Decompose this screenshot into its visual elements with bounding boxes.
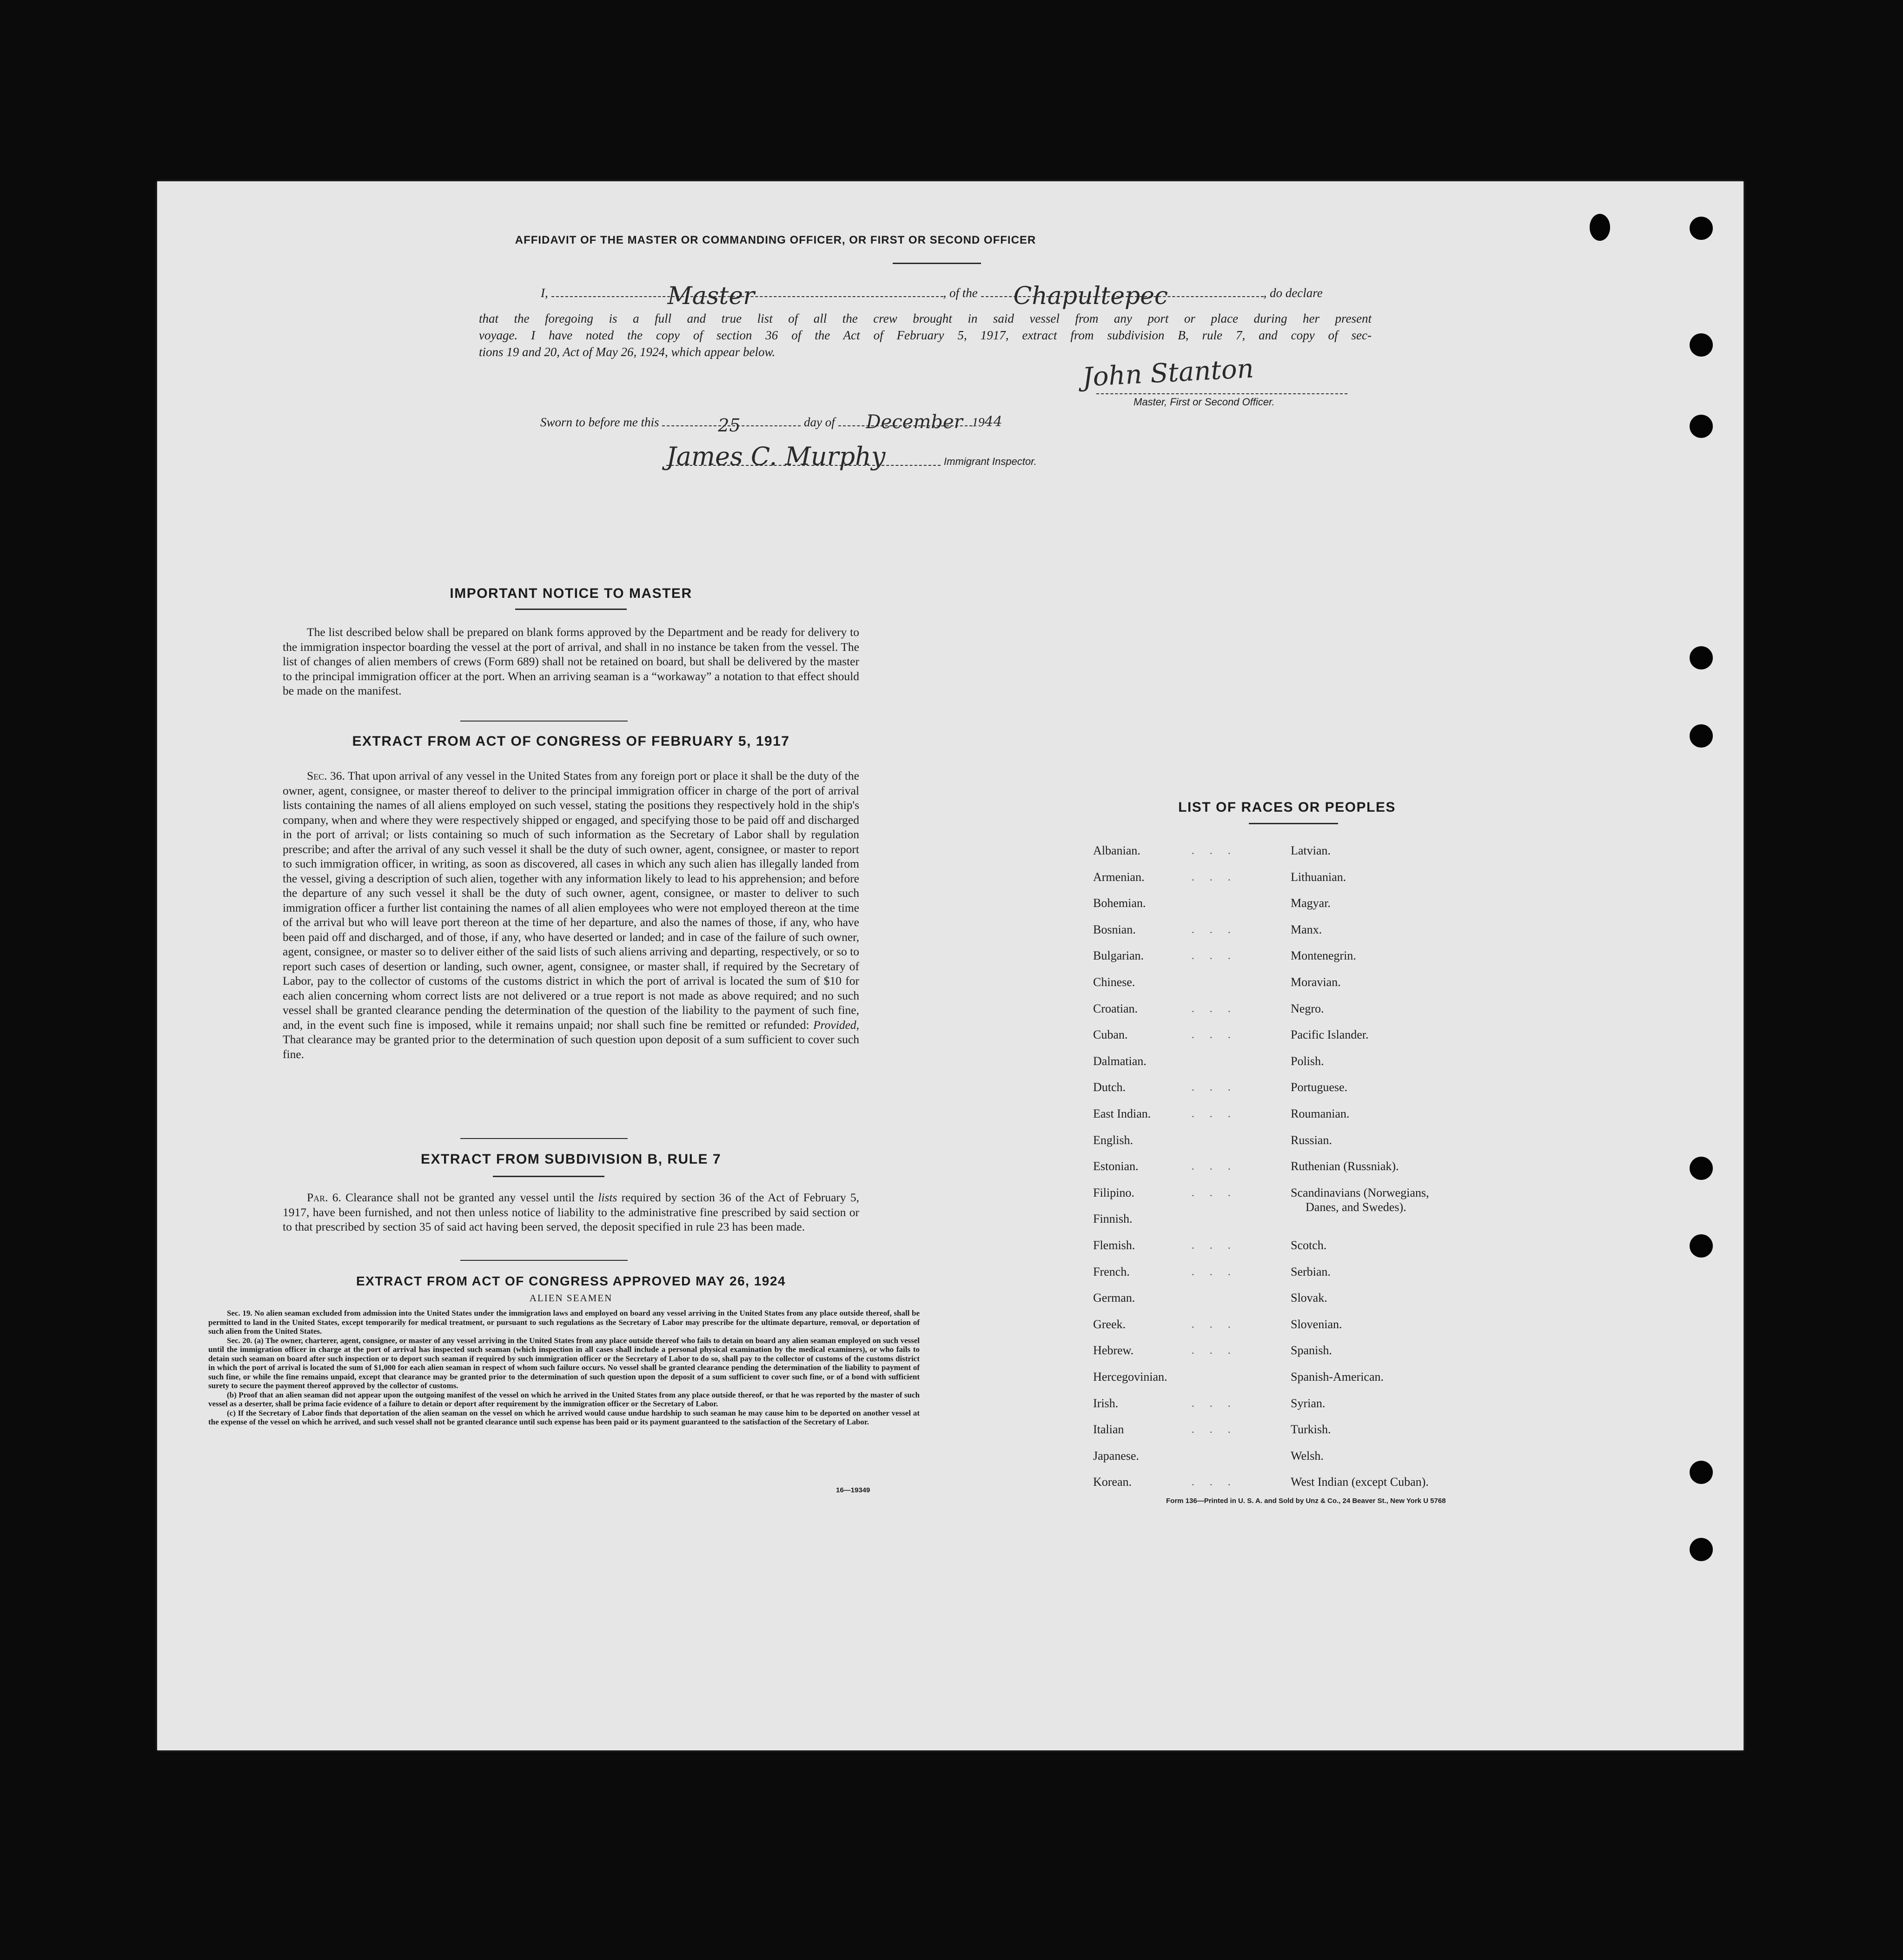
year-prefix: 19 xyxy=(972,415,985,429)
race-item: German. xyxy=(1093,1291,1135,1305)
punch-hole xyxy=(1690,646,1713,669)
leader-dots: . . . xyxy=(1192,1186,1237,1199)
race-item: Finnish. xyxy=(1093,1212,1133,1226)
race-item: Dalmatian. xyxy=(1093,1054,1147,1068)
race-item: Spanish. xyxy=(1291,1344,1332,1357)
race-item: Spanish-American. xyxy=(1291,1370,1384,1384)
race-item: Chinese. xyxy=(1093,975,1135,989)
leader-dots: . . . xyxy=(1192,1265,1237,1278)
affidavit-declaration-line xyxy=(541,282,1323,310)
leader-dots: . . . xyxy=(1192,1476,1237,1488)
race-item: French. xyxy=(1093,1265,1130,1278)
leader-dots: . . . xyxy=(1192,1344,1237,1357)
master-signature: John Stanton xyxy=(1081,353,1255,393)
punch-hole xyxy=(1690,724,1713,748)
punch-hole xyxy=(1590,214,1610,241)
race-item: Flemish. xyxy=(1093,1238,1135,1252)
leader-dots: . . . xyxy=(1192,1239,1237,1251)
race-item: Slovenian. xyxy=(1291,1317,1342,1331)
race-item: Italian xyxy=(1093,1423,1124,1437)
leader-dots: . . . xyxy=(1192,1081,1237,1093)
leader-dots: . . . xyxy=(1192,950,1237,962)
vessel-name-field xyxy=(981,282,1264,310)
punch-hole xyxy=(1690,217,1713,240)
of-the-label: , of the xyxy=(943,286,978,300)
lists-word: lists xyxy=(598,1191,617,1204)
race-item: Scandinavians (Norwegians, xyxy=(1291,1185,1429,1199)
race-item: Lithuanian. xyxy=(1291,870,1346,884)
race-item: Moravian. xyxy=(1291,975,1341,989)
race-item: Roumanian. xyxy=(1291,1107,1350,1120)
race-item: Croatian. xyxy=(1093,1001,1138,1015)
race-item: East Indian. xyxy=(1093,1107,1151,1120)
race-item: Greek. xyxy=(1093,1317,1126,1331)
sworn-day-field xyxy=(662,415,801,436)
sworn-day-handwritten: 25 xyxy=(718,415,741,436)
sworn-month-handwritten: December xyxy=(866,411,963,433)
notice-rule xyxy=(460,721,628,722)
rule-7-text-b: required by section 36 of the Act of February 5, 1917, have been furnished, and not then unless notice of liability to the administrative fine prescribed by said section or to that prescribed by section 35 of said act having been served, the deposit specified in rule 23 has been made. xyxy=(283,1191,860,1233)
i-label: I, xyxy=(541,286,548,300)
race-item: Portuguese. xyxy=(1291,1080,1348,1094)
race-item: Slovak. xyxy=(1291,1291,1327,1305)
rule-7-text xyxy=(283,1190,859,1234)
inspector-caption: Immigrant Inspector. xyxy=(944,456,1037,467)
day-of-label: day of xyxy=(804,415,835,429)
inspector-signature: James C. Murphy xyxy=(666,442,886,471)
race-item: Montenegrin. xyxy=(1291,949,1356,963)
provided-word: Provided, xyxy=(813,1018,860,1032)
race-item: Magyar. xyxy=(1291,896,1331,910)
sec-20a-text: Sec. 20. (a) The owner, charterer, agent, consignee, or master of any vessel arriving in the United States from any place outside thereof who fails to detain on board any alien seaman employed on such vessel until the immigration officer in charge at the port of arrival has inspected such seaman (which inspection in all cases shall include a personal physical examination by the medical examiners), or who fails to detain such seaman on board after such inspection or to deport such seaman if required by such immigration officer or the Secretary of Labor to do so, shall pay to the collector of customs of the customs district in which the port of arrival is located the sum of $1,000 for each alien seaman in respect of whom such failure occurs. No vessel shall be granted clearance pending the determination of the liability to payment of such fine, or while the fine remains unpaid, except that clearance may be granted prior to the determination of such question upon the deposit of a sum sufficient to cover such fine, or of a bond with sufficient surety to secure the payment thereof approved by the collector of customs. xyxy=(208,1336,920,1390)
officer-rank-handwritten: Master xyxy=(667,282,755,310)
race-item: English. xyxy=(1093,1133,1133,1147)
document-sheet xyxy=(157,181,1744,1750)
race-item: Danes, and Swedes). xyxy=(1306,1200,1406,1214)
extract-1924-text xyxy=(208,1309,920,1427)
leader-dots: . . . xyxy=(1192,1318,1237,1330)
rule-7-title-rule xyxy=(493,1176,604,1177)
affidavit-body xyxy=(479,310,1372,360)
leader-dots: . . . xyxy=(1192,1397,1237,1409)
sec-36-body: That upon arrival of any vessel in the United States from any foreign port or place it shall be the duty of the owner, agent, consignee, or master thereof to deliver to the principal immigration officer in charge of the port of arrival lists containing the names of all aliens employed on such vessel, stating the positions they respectively hold in the ship's company, when and where they were respectively shipped or engaged, and specifying those to be paid off and discharged in the port of arrival; or lists containing so much of such information as the Secretary of Labor shall by regulation prescribe; and after the arrival of any such vessel it shall be the duty of such owner, agent, consignee, or master to report to such immigration officer, in writing, as soon as discovered, all cases in which any such alien has illegally landed from the vessel, giving a description of such alien, together with any information likely to lead to his apprehension; and before the departure of any such vessel it shall be the duty of such owner, agent, consignee, or master to deliver to such immigration officer a further list containing the names of all alien employees who were not employed thereon at the time of the arrival but who will leave port thereon at the time of her departure, and also the names of those, if any, who have been paid off and discharged, and of those, if any, who have deserted or landed; and in case of the failure of such owner, agent, consignee, or master so to deliver either of the said lists of such aliens arriving and departing, respectively, or so to report such cases of desertion or landing, such owner, agent, consignee, or master shall, if required by the Secretary of Labor, pay to the collector of customs of the customs district in which the port of arrival is located the sum of $10 for each alien concerning whom correct lists are not delivered or a true report is not made as above required; and no such vessel shall be granted clearance pending the determination of the question of the liability to the payment of such fine, and, in the event such fine is imposed, while it remains unpaid; nor shall such fine be remitted or refunded: xyxy=(283,769,859,1032)
race-item: Russian. xyxy=(1291,1133,1332,1147)
race-item: Armenian. xyxy=(1093,870,1145,884)
leader-dots: . . . xyxy=(1192,845,1237,856)
par-6-label: Par. 6. xyxy=(307,1191,341,1204)
notice-title: IMPORTANT NOTICE TO MASTER xyxy=(450,586,692,601)
leader-dots: . . . xyxy=(1192,1002,1237,1014)
punch-hole xyxy=(1690,415,1713,438)
rule-7-title: EXTRACT FROM SUBDIVISION B, RULE 7 xyxy=(420,1152,722,1167)
race-item: Irish. xyxy=(1093,1396,1119,1410)
race-item: Hercegovinian. xyxy=(1093,1370,1167,1384)
races-title-rule xyxy=(1249,823,1338,824)
sworn-line xyxy=(540,411,1002,436)
extract-1917-title: EXTRACT FROM ACT OF CONGRESS OF FEBRUARY 5, 1917 xyxy=(352,734,790,749)
leader-dots: . . . xyxy=(1192,1108,1237,1119)
race-item: Ruthenian (Russniak). xyxy=(1291,1159,1399,1173)
sec-20b-text: (b) Proof that an alien seaman did not appear upon the outgoing manifest of the vessel on which he arrived in the United States from any place outside thereof, or that he was reported by the master of such vessel as a deserter, shall be prima facie evidence of a failure to detain or deport after requirement by the immigration officer or the Secretary of Labor. xyxy=(208,1390,920,1408)
inspector-signature-line xyxy=(666,465,941,466)
race-item: Hebrew. xyxy=(1093,1344,1134,1357)
sworn-label: Sworn to before me this xyxy=(540,415,659,429)
race-item: Pacific Islander. xyxy=(1291,1028,1369,1042)
do-declare-label: , do declare xyxy=(1263,286,1323,300)
punch-hole xyxy=(1690,333,1713,357)
race-item: Latvian. xyxy=(1291,844,1331,857)
race-item: Japanese. xyxy=(1093,1449,1139,1463)
notice-title-rule xyxy=(515,609,627,610)
extract-1924-code: 16—19349 xyxy=(836,1486,870,1494)
race-item: Manx. xyxy=(1291,922,1322,936)
affidavit-body-line-2: voyage. I have noted the copy of section 36 of the Act of February 5, 1917, extract from subdivision B, rule 7, and copy of sec- xyxy=(479,328,1372,342)
sec-20c-text: (c) If the Secretary of Labor finds that deportation of the alien seaman on the vessel on which he arrived would cause undue hardship to such seaman he may cause him to be deported on another vessel at the expense of the vessel on which he arrived, and such vessel shall not be granted clearance until such expense has been paid or its payment guaranteed to the satisfaction of the Secretary of Labor. xyxy=(208,1408,920,1426)
race-item: Bulgarian. xyxy=(1093,949,1144,963)
master-caption: Master, First or Second Officer. xyxy=(1134,396,1275,408)
notice-text: The list described below shall be prepared on blank forms approved by the Department and be ready for delivery to the immigration inspector boarding the vessel at the port of arrival, and shall in no instance be taken from the vessel. The list of changes of alien members of crews (Form 689) shall not be retained on board, but shall be delivered by the master to the principal immigration officer at the port. When an arriving seaman is a “workaway” a notation to that effect should be made on the manifest. xyxy=(283,625,859,697)
race-item: Turkish. xyxy=(1291,1423,1331,1437)
races-title: LIST OF RACES OR PEOPLES xyxy=(1178,800,1396,815)
affidavit-title-rule xyxy=(893,263,981,264)
affidavit-body-line-1: that the foregoing is a full and true list of all the crew brought in said vessel from any port or place during her present xyxy=(479,311,1372,325)
punch-hole xyxy=(1690,1157,1713,1180)
punch-hole xyxy=(1690,1538,1713,1561)
vessel-name-handwritten: Chapultepec xyxy=(1013,282,1168,310)
affidavit-body-line-3: tions 19 and 20, Act of May 26, 1924, which appear below. xyxy=(479,345,776,359)
extract-1924-title: EXTRACT FROM ACT OF CONGRESS APPROVED MAY 26, 1924 xyxy=(356,1274,786,1288)
leader-dots: . . . xyxy=(1192,1160,1237,1172)
extract-1917-text xyxy=(283,768,859,1061)
race-item: Dutch. xyxy=(1093,1080,1126,1094)
form-footer: Form 136—Printed in U. S. A. and Sold by Unz & Co., 24 Beaver St., New York U 5768 xyxy=(1166,1497,1446,1505)
leader-dots: . . . xyxy=(1192,1029,1237,1041)
leader-dots: . . . xyxy=(1192,923,1237,935)
race-item: West Indian (except Cuban). xyxy=(1291,1475,1429,1489)
sworn-year-handwritten: 44 xyxy=(984,414,1002,430)
master-signature-line xyxy=(1096,393,1347,394)
punch-hole xyxy=(1690,1461,1713,1484)
race-item: Welsh. xyxy=(1291,1449,1324,1463)
affidavit-title: AFFIDAVIT OF THE MASTER OR COMMANDING OFFICER, OR FIRST OR SECOND OFFICER xyxy=(515,234,1036,246)
leader-dots: . . . xyxy=(1192,1424,1237,1436)
race-item: Scotch. xyxy=(1291,1238,1327,1252)
race-item: Estonian. xyxy=(1093,1159,1139,1173)
race-item: Bosnian. xyxy=(1093,922,1136,936)
race-item: Syrian. xyxy=(1291,1396,1326,1410)
punch-hole xyxy=(1690,1234,1713,1258)
race-item: Polish. xyxy=(1291,1054,1324,1068)
rule-7-rule xyxy=(460,1260,628,1261)
sworn-month-field xyxy=(838,411,972,433)
sec-19-text: Sec. 19. No alien seaman excluded from admission into the United States under the immigration laws and employed on board any vessel arriving in the United States from any place outside thereof, shall be permitted to land in the United States, except temporarily for medical treatment, or pursuant to such regulations as the Secretary of Labor may prescribe for the ultimate departure, removal, or deportation of such alien from the United States. xyxy=(208,1309,920,1336)
sec-36-body-end: That clearance may be granted prior to the determination of such question upon deposit of a sum sufficient to cover such fine. xyxy=(283,1033,859,1061)
race-item: Bohemian. xyxy=(1093,896,1146,910)
rule-7-text-a: Clearance shall not be granted any vessel until the xyxy=(345,1191,594,1204)
extract-1917-rule xyxy=(460,1138,628,1139)
leader-dots: . . . xyxy=(1192,871,1237,883)
race-item: Albanian. xyxy=(1093,844,1140,857)
race-item: Serbian. xyxy=(1291,1265,1331,1278)
extract-1924-subtitle: ALIEN SEAMEN xyxy=(529,1292,613,1304)
race-item: Filipino. xyxy=(1093,1185,1134,1199)
race-item: Negro. xyxy=(1291,1001,1324,1015)
race-item: Korean. xyxy=(1093,1475,1132,1489)
race-item: Cuban. xyxy=(1093,1028,1128,1042)
sec-36-label: Sec. 36. xyxy=(307,769,345,782)
officer-rank-field xyxy=(551,282,943,310)
